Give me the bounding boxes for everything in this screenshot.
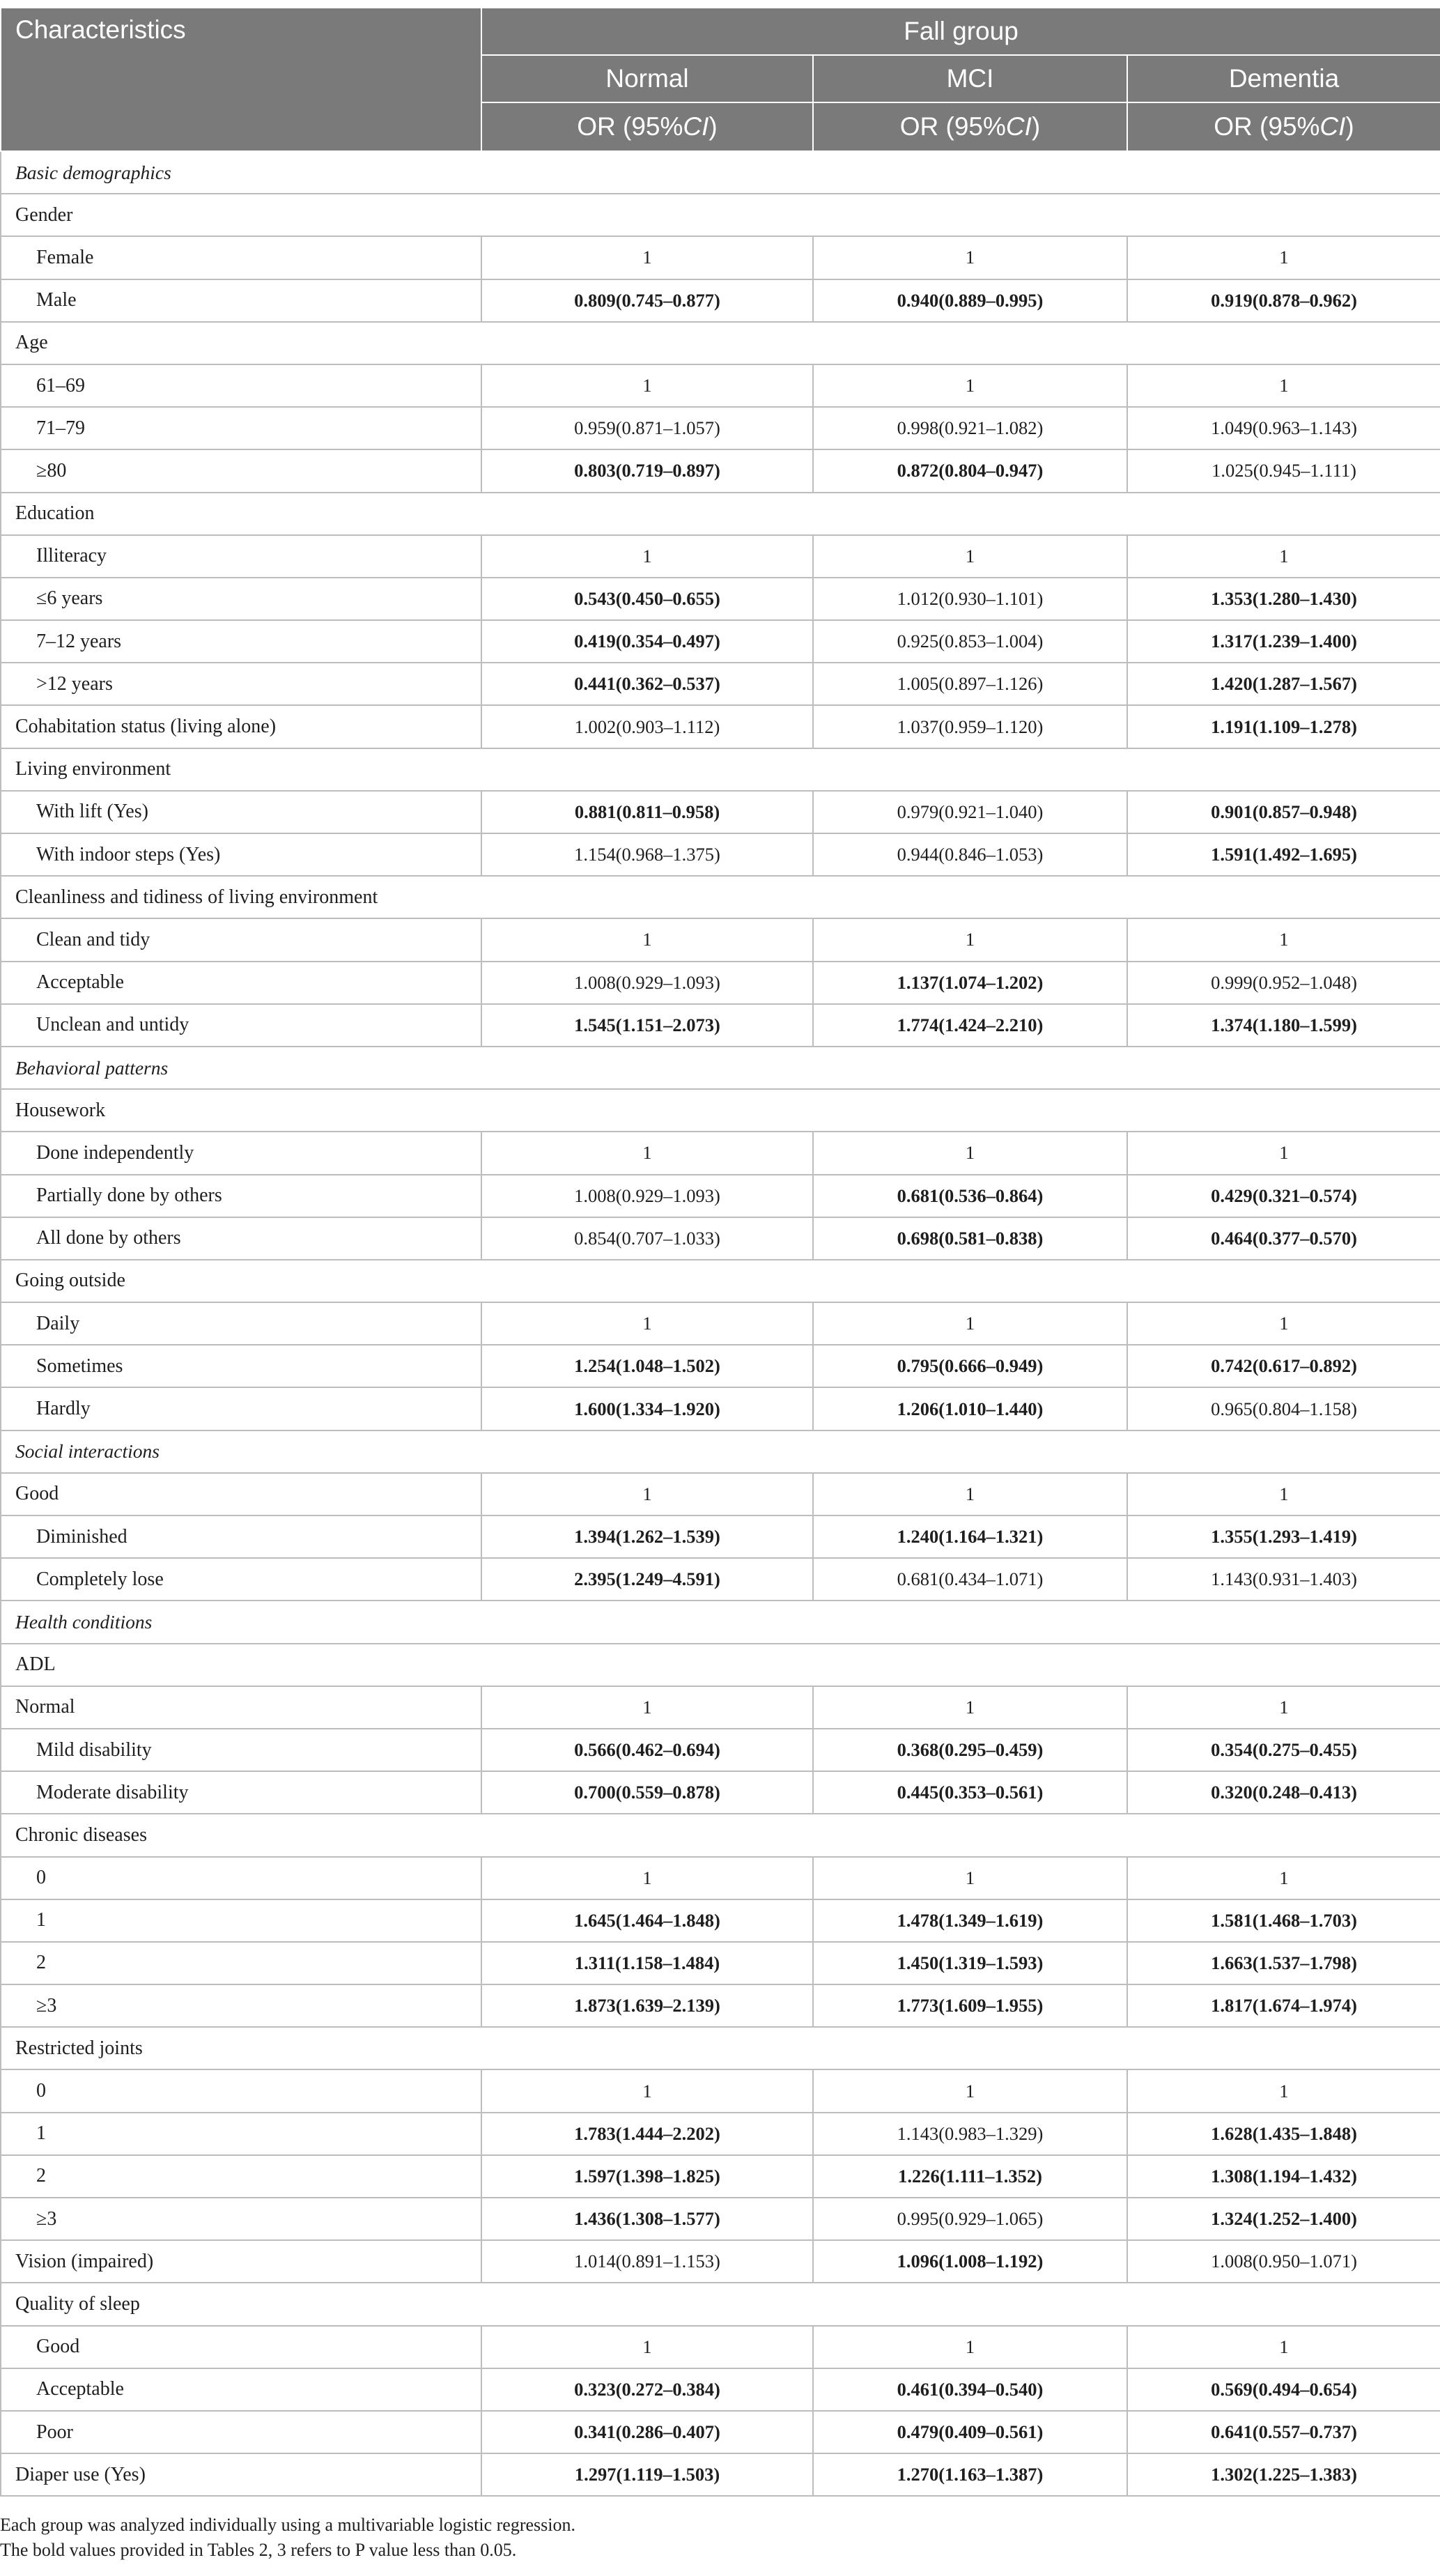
value-cell-dementia: 0.354(0.275–0.455) — [1127, 1729, 1440, 1771]
value-cell-normal: 0.566(0.462–0.694) — [481, 1729, 813, 1771]
value-cell-dementia: 1 — [1127, 2326, 1440, 2368]
table-row — [1, 578, 1440, 620]
value-cell-mci: 1.478(1.349–1.619) — [813, 1899, 1127, 1942]
table-row — [1, 407, 1440, 449]
group-heading: Cleanliness and tidiness of living environment — [1, 876, 1440, 918]
table-row — [1, 2326, 1440, 2368]
group-row — [1, 2027, 1440, 2069]
value-cell-normal: 1.008(0.929–1.093) — [481, 962, 813, 1004]
table-row — [1, 1558, 1440, 1601]
row-label: Vision (impaired) — [1, 2240, 481, 2283]
value-cell-mci: 1.774(1.424–2.210) — [813, 1004, 1127, 1047]
value-cell-dementia: 1.308(1.194–1.432) — [1127, 2155, 1440, 2198]
row-label: Good — [1, 2326, 481, 2368]
value-cell-normal: 0.809(0.745–0.877) — [481, 279, 813, 322]
value-cell-mci: 1.240(1.164–1.321) — [813, 1515, 1127, 1558]
value-cell-normal: 0.441(0.362–0.537) — [481, 663, 813, 705]
stat-ci: CI — [683, 112, 709, 141]
value-cell-mci: 0.940(0.889–0.995) — [813, 279, 1127, 322]
table-row — [1, 1899, 1440, 1942]
value-cell-mci: 0.944(0.846–1.053) — [813, 833, 1127, 876]
row-label: Male — [1, 279, 481, 322]
value-cell-normal: 1.008(0.929–1.093) — [481, 1175, 813, 1217]
value-cell-normal: 1 — [481, 535, 813, 578]
row-label: Illiteracy — [1, 535, 481, 578]
value-cell-normal: 1 — [481, 1857, 813, 1899]
group-row — [1, 1089, 1440, 1132]
value-cell-dementia: 0.965(0.804–1.158) — [1127, 1387, 1440, 1430]
row-label: 71–79 — [1, 407, 481, 449]
section-row — [1, 1430, 1440, 1473]
group-heading: Quality of sleep — [1, 2283, 1440, 2325]
value-cell-dementia: 1.008(0.950–1.071) — [1127, 2240, 1440, 2283]
table-row — [1, 833, 1440, 876]
value-cell-mci: 0.872(0.804–0.947) — [813, 449, 1127, 492]
table-row — [1, 1984, 1440, 2027]
row-label: Female — [1, 236, 481, 279]
row-label: Moderate disability — [1, 1771, 481, 1814]
row-label: Normal — [1, 1686, 481, 1729]
value-cell-mci: 1.143(0.983–1.329) — [813, 2113, 1127, 2155]
table-row — [1, 1942, 1440, 1984]
value-cell-mci: 1.037(0.959–1.120) — [813, 705, 1127, 748]
value-cell-mci: 0.795(0.666–0.949) — [813, 1345, 1127, 1387]
table-row — [1, 1004, 1440, 1047]
table-row — [1, 279, 1440, 322]
row-label: >12 years — [1, 663, 481, 705]
table-row — [1, 535, 1440, 578]
value-cell-normal: 0.803(0.719–0.897) — [481, 449, 813, 492]
value-cell-normal: 1.002(0.903–1.112) — [481, 705, 813, 748]
table-row — [1, 1302, 1440, 1345]
value-cell-normal: 0.881(0.811–0.958) — [481, 791, 813, 833]
value-cell-mci: 1.270(1.163–1.387) — [813, 2453, 1127, 2496]
value-cell-dementia: 0.429(0.321–0.574) — [1127, 1175, 1440, 1217]
row-label: Daily — [1, 1302, 481, 1345]
table-row — [1, 364, 1440, 407]
value-cell-dementia: 1.324(1.252–1.400) — [1127, 2198, 1440, 2240]
value-cell-dementia: 1.302(1.225–1.383) — [1127, 2453, 1440, 2496]
value-cell-normal: 2.395(1.249–4.591) — [481, 1558, 813, 1601]
value-cell-mci: 1 — [813, 918, 1127, 961]
row-label: 7–12 years — [1, 620, 481, 663]
table-row — [1, 2155, 1440, 2198]
value-cell-normal: 1.600(1.334–1.920) — [481, 1387, 813, 1430]
value-cell-mci: 1.137(1.074–1.202) — [813, 962, 1127, 1004]
value-cell-dementia: 1 — [1127, 1132, 1440, 1174]
row-label: Diaper use (Yes) — [1, 2453, 481, 2496]
value-cell-dementia: 1 — [1127, 535, 1440, 578]
table-row — [1, 1729, 1440, 1771]
row-label: ≥3 — [1, 2198, 481, 2240]
column-header-dementia: Dementia — [1127, 55, 1440, 102]
stat-ci: CI — [1319, 112, 1346, 141]
row-label: 0 — [1, 1857, 481, 1899]
row-label: Hardly — [1, 1387, 481, 1430]
table-row — [1, 1857, 1440, 1899]
value-cell-dementia: 1.420(1.287–1.567) — [1127, 663, 1440, 705]
value-cell-normal: 1 — [481, 364, 813, 407]
value-cell-normal: 1 — [481, 2069, 813, 2112]
value-cell-mci: 0.995(0.929–1.065) — [813, 2198, 1127, 2240]
value-cell-mci: 0.479(0.409–0.561) — [813, 2411, 1127, 2453]
value-cell-dementia: 1 — [1127, 364, 1440, 407]
group-heading: Restricted joints — [1, 2027, 1440, 2069]
stat-close: ) — [1031, 112, 1041, 141]
value-cell-dementia: 0.464(0.377–0.570) — [1127, 1217, 1440, 1260]
table-row — [1, 1175, 1440, 1217]
group-row — [1, 748, 1440, 791]
value-cell-normal: 1 — [481, 1473, 813, 1515]
value-cell-normal: 1.254(1.048–1.502) — [481, 1345, 813, 1387]
value-cell-normal: 0.341(0.286–0.407) — [481, 2411, 813, 2453]
value-cell-dementia: 1 — [1127, 918, 1440, 961]
row-label: 1 — [1, 2113, 481, 2155]
value-cell-mci: 1.773(1.609–1.955) — [813, 1984, 1127, 2027]
value-cell-dementia: 0.742(0.617–0.892) — [1127, 1345, 1440, 1387]
value-cell-mci: 1 — [813, 364, 1127, 407]
stat-header-mci — [813, 102, 1127, 151]
value-cell-dementia: 1.591(1.492–1.695) — [1127, 833, 1440, 876]
value-cell-mci: 0.368(0.295–0.459) — [813, 1729, 1127, 1771]
stat-label: OR (95% — [577, 112, 683, 141]
value-cell-mci: 1 — [813, 1132, 1127, 1174]
table-row — [1, 620, 1440, 663]
row-label: Good — [1, 1473, 481, 1515]
row-label: ≥3 — [1, 1984, 481, 2027]
value-cell-dementia: 1 — [1127, 1302, 1440, 1345]
value-cell-mci: 1.206(1.010–1.440) — [813, 1387, 1127, 1430]
value-cell-normal: 1.311(1.158–1.484) — [481, 1942, 813, 1984]
table-row — [1, 236, 1440, 279]
value-cell-mci: 1.005(0.897–1.126) — [813, 663, 1127, 705]
group-row — [1, 1644, 1440, 1686]
row-label: Mild disability — [1, 1729, 481, 1771]
row-label: Completely lose — [1, 1558, 481, 1601]
table-row — [1, 1515, 1440, 1558]
column-header-normal: Normal — [481, 55, 813, 102]
value-cell-mci: 0.998(0.921–1.082) — [813, 407, 1127, 449]
table-row — [1, 1771, 1440, 1814]
row-label: Unclean and untidy — [1, 1004, 481, 1047]
group-row — [1, 2283, 1440, 2325]
table-row — [1, 2198, 1440, 2240]
table-row — [1, 1473, 1440, 1515]
value-cell-mci: 1 — [813, 1473, 1127, 1515]
footnote: Each group was analyzed individually using a multivariable logistic regression. — [0, 2515, 576, 2535]
table-row — [1, 962, 1440, 1004]
group-heading: Going outside — [1, 1260, 1440, 1302]
row-label: Partially done by others — [1, 1175, 481, 1217]
value-cell-dementia: 1.581(1.468–1.703) — [1127, 1899, 1440, 1942]
table-row — [1, 1387, 1440, 1430]
value-cell-normal: 0.700(0.559–0.878) — [481, 1771, 813, 1814]
row-label: All done by others — [1, 1217, 481, 1260]
table-footnotes — [0, 2513, 1440, 2563]
table-row — [1, 449, 1440, 492]
table-body — [1, 151, 1440, 2496]
table-row — [1, 663, 1440, 705]
group-heading: Age — [1, 322, 1440, 364]
value-cell-mci: 1.012(0.930–1.101) — [813, 578, 1127, 620]
value-cell-dementia: 1.191(1.109–1.278) — [1127, 705, 1440, 748]
table-row — [1, 2113, 1440, 2155]
value-cell-dementia: 1 — [1127, 2069, 1440, 2112]
group-heading: Housework — [1, 1089, 1440, 1132]
value-cell-mci: 0.925(0.853–1.004) — [813, 620, 1127, 663]
value-cell-dementia: 0.919(0.878–0.962) — [1127, 279, 1440, 322]
row-label: Sometimes — [1, 1345, 481, 1387]
value-cell-dementia: 1.628(1.435–1.848) — [1127, 2113, 1440, 2155]
group-heading: ADL — [1, 1644, 1440, 1686]
value-cell-normal: 1.873(1.639–2.139) — [481, 1984, 813, 2027]
section-row — [1, 151, 1440, 194]
column-header-mci: MCI — [813, 55, 1127, 102]
value-cell-mci: 1 — [813, 1302, 1127, 1345]
value-cell-dementia: 1.353(1.280–1.430) — [1127, 578, 1440, 620]
group-heading: Living environment — [1, 748, 1440, 791]
group-row — [1, 493, 1440, 535]
value-cell-mci: 1 — [813, 1686, 1127, 1729]
table-row — [1, 1217, 1440, 1260]
table-row — [1, 2368, 1440, 2411]
row-label: 2 — [1, 1942, 481, 1984]
value-cell-normal: 0.543(0.450–0.655) — [481, 578, 813, 620]
value-cell-dementia: 0.901(0.857–0.948) — [1127, 791, 1440, 833]
table-row — [1, 705, 1440, 748]
section-heading: Behavioral patterns — [1, 1047, 1440, 1089]
group-row — [1, 876, 1440, 918]
value-cell-dementia: 1.143(0.931–1.403) — [1127, 1558, 1440, 1601]
stat-close: ) — [1345, 112, 1354, 141]
table-row — [1, 1686, 1440, 1729]
row-label: Clean and tidy — [1, 918, 481, 961]
value-cell-dementia: 1.317(1.239–1.400) — [1127, 620, 1440, 663]
value-cell-normal: 1.597(1.398–1.825) — [481, 2155, 813, 2198]
value-cell-normal: 0.323(0.272–0.384) — [481, 2368, 813, 2411]
row-label: Acceptable — [1, 962, 481, 1004]
value-cell-normal: 0.854(0.707–1.033) — [481, 1217, 813, 1260]
value-cell-dementia: 0.641(0.557–0.737) — [1127, 2411, 1440, 2453]
value-cell-normal: 1.014(0.891–1.153) — [481, 2240, 813, 2283]
row-label: ≥80 — [1, 449, 481, 492]
section-heading: Health conditions — [1, 1601, 1440, 1643]
value-cell-mci: 1 — [813, 1857, 1127, 1899]
stat-header-normal — [481, 102, 813, 151]
footnote: The bold values provided in Tables 2, 3 refers to P value less than 0.05. — [0, 2540, 517, 2560]
value-cell-dementia: 1 — [1127, 1686, 1440, 1729]
row-label: ≤6 years — [1, 578, 481, 620]
value-cell-normal: 1 — [481, 1686, 813, 1729]
value-cell-dementia: 1.025(0.945–1.111) — [1127, 449, 1440, 492]
row-label: 1 — [1, 1899, 481, 1942]
value-cell-normal: 1.545(1.151–2.073) — [481, 1004, 813, 1047]
group-row — [1, 1260, 1440, 1302]
value-cell-normal: 1.783(1.444–2.202) — [481, 2113, 813, 2155]
section-row — [1, 1047, 1440, 1089]
value-cell-mci: 0.461(0.394–0.540) — [813, 2368, 1127, 2411]
value-cell-normal: 1.645(1.464–1.848) — [481, 1899, 813, 1942]
group-heading: Gender — [1, 194, 1440, 236]
odds-ratio-table — [0, 7, 1440, 2497]
stat-ci: CI — [1005, 112, 1032, 141]
table-row — [1, 1132, 1440, 1174]
group-heading: Education — [1, 493, 1440, 535]
characteristics-header: Characteristics — [1, 8, 481, 151]
value-cell-mci: 1 — [813, 535, 1127, 578]
row-label: Diminished — [1, 1515, 481, 1558]
row-label: 2 — [1, 2155, 481, 2198]
group-row — [1, 322, 1440, 364]
table-row — [1, 1345, 1440, 1387]
value-cell-normal: 1 — [481, 2326, 813, 2368]
value-cell-dementia: 1.374(1.180–1.599) — [1127, 1004, 1440, 1047]
row-label: Acceptable — [1, 2368, 481, 2411]
value-cell-normal: 1.297(1.119–1.503) — [481, 2453, 813, 2496]
table-row — [1, 2240, 1440, 2283]
table-row — [1, 2453, 1440, 2496]
value-cell-mci: 1.226(1.111–1.352) — [813, 2155, 1127, 2198]
value-cell-mci: 0.681(0.434–1.071) — [813, 1558, 1127, 1601]
value-cell-normal: 1.394(1.262–1.539) — [481, 1515, 813, 1558]
value-cell-mci: 1.096(1.008–1.192) — [813, 2240, 1127, 2283]
value-cell-normal: 0.959(0.871–1.057) — [481, 407, 813, 449]
value-cell-dementia: 0.320(0.248–0.413) — [1127, 1771, 1440, 1814]
stat-close: ) — [709, 112, 718, 141]
stat-label: OR (95% — [1214, 112, 1320, 141]
value-cell-mci: 0.698(0.581–0.838) — [813, 1217, 1127, 1260]
value-cell-dementia: 0.569(0.494–0.654) — [1127, 2368, 1440, 2411]
section-row — [1, 1601, 1440, 1643]
table-row — [1, 2069, 1440, 2112]
row-label: Poor — [1, 2411, 481, 2453]
row-label: 0 — [1, 2069, 481, 2112]
value-cell-mci: 1.450(1.319–1.593) — [813, 1942, 1127, 1984]
group-row — [1, 1814, 1440, 1856]
table-row — [1, 2411, 1440, 2453]
group-row — [1, 194, 1440, 236]
value-cell-mci: 0.445(0.353–0.561) — [813, 1771, 1127, 1814]
value-cell-dementia: 1.355(1.293–1.419) — [1127, 1515, 1440, 1558]
value-cell-normal: 1 — [481, 236, 813, 279]
value-cell-dementia: 1.817(1.674–1.974) — [1127, 1984, 1440, 2027]
value-cell-dementia: 1.663(1.537–1.798) — [1127, 1942, 1440, 1984]
row-label: With indoor steps (Yes) — [1, 833, 481, 876]
value-cell-mci: 1 — [813, 236, 1127, 279]
fall-group-header: Fall group — [481, 8, 1440, 55]
value-cell-dementia: 0.999(0.952–1.048) — [1127, 962, 1440, 1004]
section-heading: Basic demographics — [1, 151, 1440, 194]
value-cell-normal: 1 — [481, 1132, 813, 1174]
value-cell-mci: 0.979(0.921–1.040) — [813, 791, 1127, 833]
value-cell-normal: 1.154(0.968–1.375) — [481, 833, 813, 876]
value-cell-normal: 0.419(0.354–0.497) — [481, 620, 813, 663]
table-row — [1, 791, 1440, 833]
stat-header-dementia — [1127, 102, 1440, 151]
row-label: Cohabitation status (living alone) — [1, 705, 481, 748]
value-cell-dementia: 1 — [1127, 236, 1440, 279]
value-cell-normal: 1.436(1.308–1.577) — [481, 2198, 813, 2240]
value-cell-dementia: 1.049(0.963–1.143) — [1127, 407, 1440, 449]
row-label: Done independently — [1, 1132, 481, 1174]
group-heading: Chronic diseases — [1, 1814, 1440, 1856]
section-heading: Social interactions — [1, 1430, 1440, 1473]
row-label: 61–69 — [1, 364, 481, 407]
value-cell-dementia: 1 — [1127, 1473, 1440, 1515]
value-cell-mci: 1 — [813, 2069, 1127, 2112]
stat-label: OR (95% — [899, 112, 1006, 141]
value-cell-dementia: 1 — [1127, 1857, 1440, 1899]
value-cell-normal: 1 — [481, 1302, 813, 1345]
row-label: With lift (Yes) — [1, 791, 481, 833]
value-cell-mci: 1 — [813, 2326, 1127, 2368]
value-cell-mci: 0.681(0.536–0.864) — [813, 1175, 1127, 1217]
table-header — [1, 8, 1440, 151]
value-cell-normal: 1 — [481, 918, 813, 961]
table-row — [1, 918, 1440, 961]
